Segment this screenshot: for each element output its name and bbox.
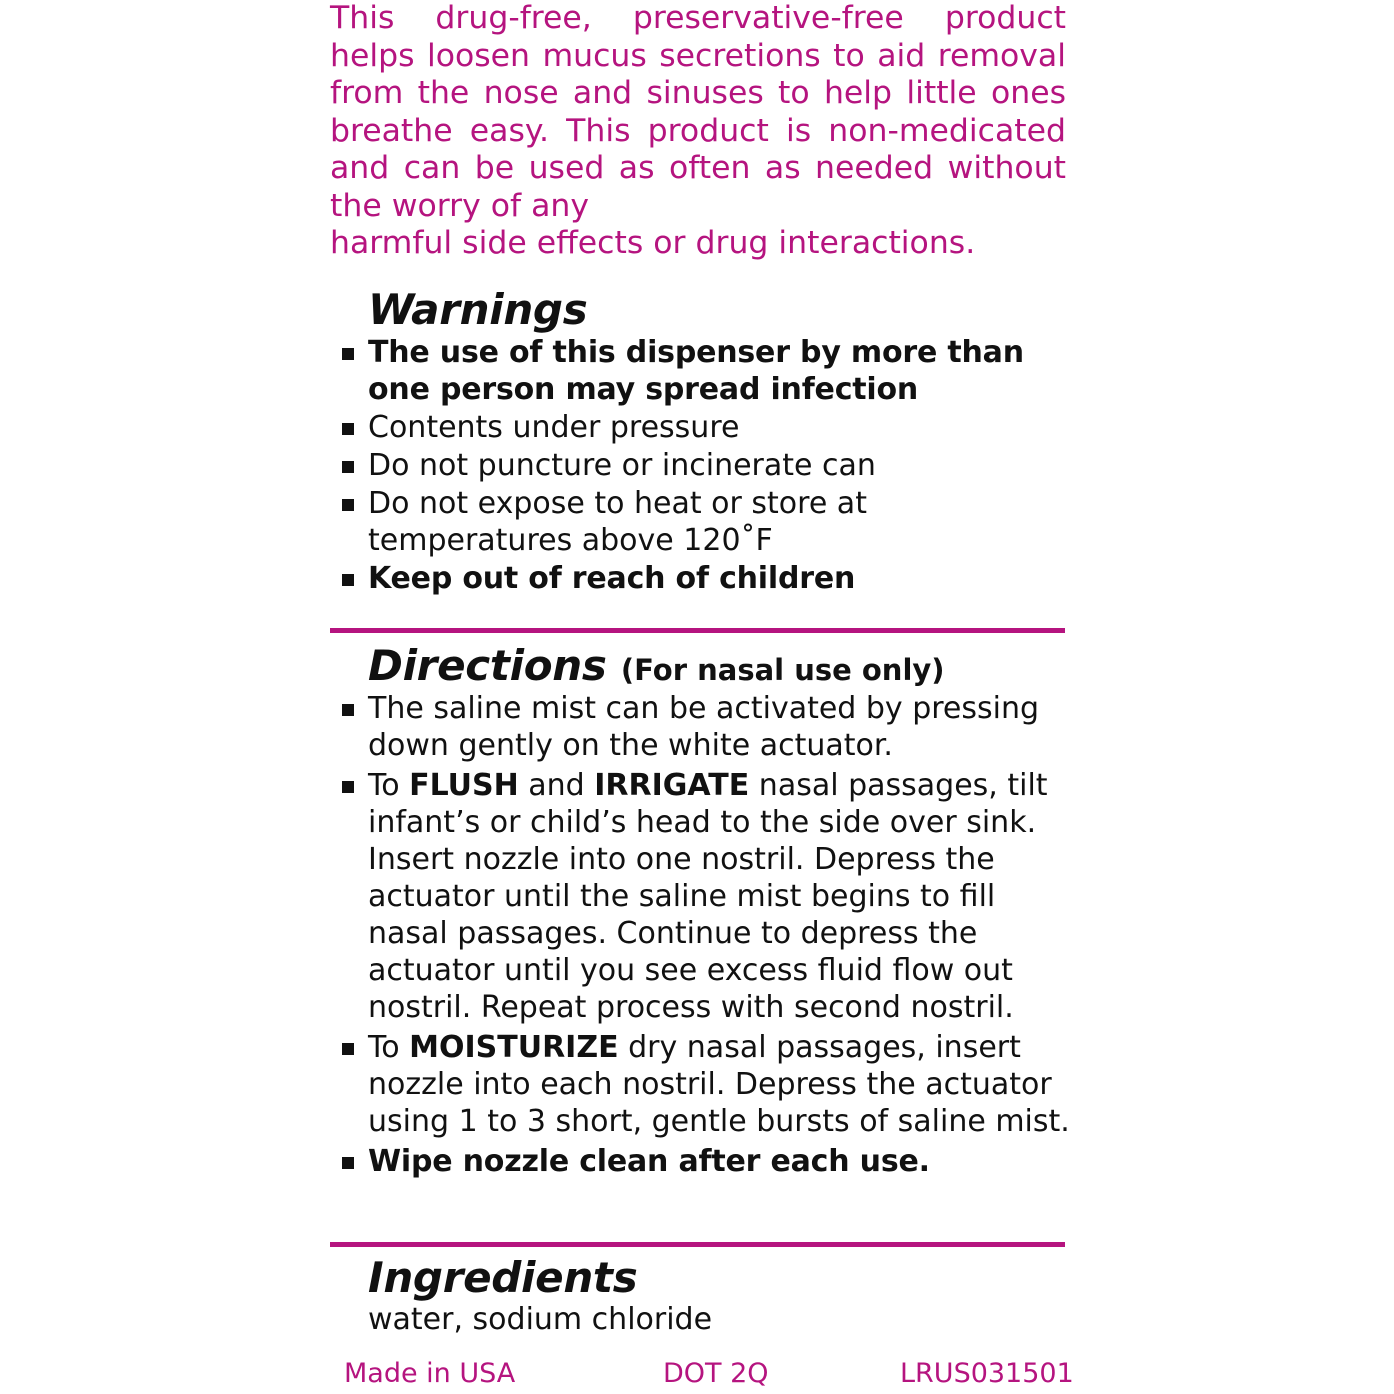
description-line-1: This drug-free, preservative-free product helps — [330, 0, 1066, 74]
list-item: Do not expose to heat or store at temperatures above 120˚F — [330, 485, 1070, 559]
directions-heading — [368, 641, 1070, 690]
step-text-post: nasal passages, tilt infant’s or child’s head to the side over sink. Insert nozzle into one nostril. Depress the actuator until the saline mist begins to fill nasal passages. Continue to depress the actuator until you see excess fluid flow out nostril. Repeat process with second nostril. — [368, 768, 1048, 1026]
list-item — [330, 1029, 1070, 1140]
ingredients-body: water, sodium chloride — [368, 1302, 713, 1338]
divider — [330, 1242, 1065, 1247]
ingredients-section — [330, 1253, 1070, 1338]
made-in-text: Made in USA — [344, 1358, 516, 1389]
description-line-2: loosen mucus secretions to aid removal from the — [330, 37, 1066, 111]
dot-code: DOT 2Q — [663, 1358, 769, 1389]
ingredients-heading: Ingredients — [368, 1253, 638, 1302]
warnings-list — [330, 334, 1070, 597]
step-emphasis-moisturize: MOISTURIZE — [409, 1030, 619, 1066]
description-line-4: This product is non-medicated and can be used — [330, 112, 1066, 186]
list-item: Do not puncture or incinerate can — [330, 447, 1070, 484]
directions-heading-subtitle: (For nasal use only) — [620, 653, 945, 687]
list-item — [330, 767, 1070, 1026]
product-description — [330, 0, 1066, 263]
step-emphasis-flush: FLUSH — [409, 768, 519, 804]
description-line-6: harmful side effects or drug interactions. — [330, 225, 976, 261]
warnings-section — [330, 285, 1070, 598]
step-emphasis-irrigate: IRRIGATE — [594, 768, 750, 804]
list-item: Keep out of reach of children — [330, 560, 1070, 597]
divider — [330, 628, 1065, 633]
step-text-mid: and — [518, 768, 595, 804]
list-item: Contents under pressure — [330, 409, 1070, 446]
list-item: Wipe nozzle clean after each use. — [330, 1143, 1070, 1180]
list-item: The saline mist can be activated by pressing down gently on the white actuator. — [330, 690, 1070, 764]
step-text-pre: To — [368, 768, 410, 804]
directions-list — [330, 690, 1070, 1180]
step-text-post: dry nasal passages, insert nozzle into each nostril. Depress the actuator using 1 to 3 short, gentle bursts of saline mist. — [368, 1030, 1070, 1140]
directions-heading-text: Directions — [368, 641, 607, 690]
list-item: The use of this dispenser by more than one person may spread infection — [330, 334, 1070, 408]
warnings-heading: Warnings — [368, 285, 588, 334]
directions-section — [330, 641, 1070, 1183]
step-text-pre: To — [368, 1030, 410, 1066]
lot-code: LRUS031501 — [900, 1358, 1074, 1389]
description-line-5: as often as needed without the worry of any — [330, 150, 1067, 224]
description-line-3: nose and sinuses to help little ones breathe easy. — [330, 75, 1066, 149]
